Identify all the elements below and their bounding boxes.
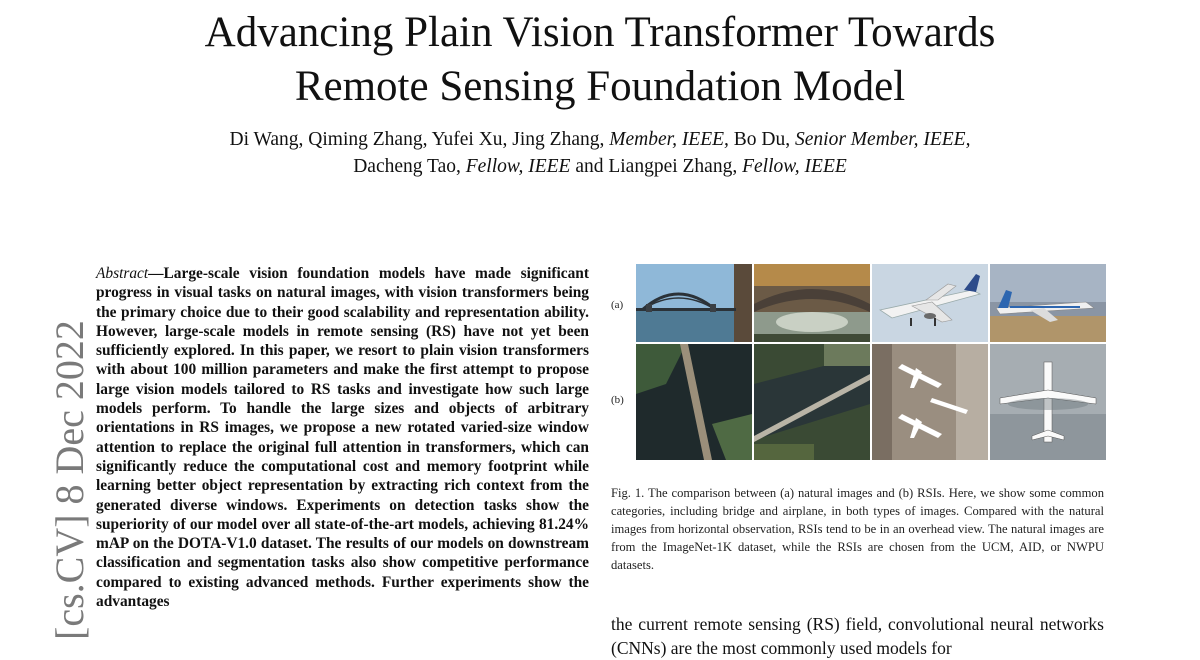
- author-line-1: [0, 126, 1200, 153]
- author-role: Fellow, IEEE: [465, 156, 571, 177]
- figure-caption: Fig. 1. The comparison between (a) natural images and (b) RSIs. Here, we show some common categories, including bridge and airplane, in both types of images. Compared with the natural images from horizontal observation, RSIs tend to be in an overhead view. The natural images are from the ImageNet-1K dataset, while the RSIs are chosen from the UCM, AID, or NWPU datasets.: [611, 486, 1104, 572]
- paper-title: [0, 6, 1200, 114]
- row-label-rsi: (b): [611, 394, 624, 406]
- rsi-bridge-image-2: [754, 344, 870, 460]
- author-names: Dacheng Tao,: [353, 156, 461, 177]
- author-line-2: [0, 153, 1200, 180]
- author-names: and Liangpei Zhang,: [575, 156, 738, 177]
- rsi-airplane-image-2: [990, 344, 1106, 460]
- author-role: Senior Member, IEEE,: [795, 129, 971, 150]
- abstract-paragraph: [96, 264, 589, 611]
- natural-bridge-image-1: [636, 264, 752, 342]
- abstract-keyword: Abstract: [96, 265, 149, 282]
- natural-bridge-image-2: [754, 264, 870, 342]
- author-role: Fellow, IEEE: [742, 156, 847, 177]
- row-label-natural: (a): [611, 299, 624, 311]
- figure-1: [610, 262, 1105, 462]
- rsi-bridge-image-1: [636, 344, 752, 460]
- natural-airplane-image-1: [872, 264, 988, 342]
- author-names: Di Wang, Qiming Zhang, Yufei Xu, Jing Zhang,: [229, 129, 605, 150]
- author-role: Member, IEEE,: [609, 129, 729, 150]
- body-paragraph: the current remote sensing (RS) field, convolutional neural networks (CNNs) are the most commonly used models for: [611, 614, 1104, 658]
- abstract-text: —Large-scale vision foundation models have made significant progress in visual tasks on natural images, with vision transformers being the primary choice due to their good scalability and representation ability. However, large-scale models in remote sensing (RS) have not yet been sufficiently explored. In this paper, we resort to plain vision transformers with about 100 million parameters and make the first attempt to propose large vision models tailored to RS tasks and investigate how such large models perform. To handle the large sizes and objects of arbitrary orientations in RS images, we propose a new rotated varied-size window attention to replace the original full attention in transformers, which can significantly reduce the computational cost and memory footprint while learning better object representation by extracting rich context from the generated diverse windows. Experiments on detection tasks show the superiority of our model over all state-of-the-art models, achieving 81.24% mAP on the DOTA-V1.0 dataset. The results of our models on downstream classification and segmentation tasks also show competitive performance compared to existing advanced methods. Further experiments show the advantages: [96, 265, 589, 611]
- paper-title-line-1: Advancing Plain Vision Transformer Towards: [204, 9, 996, 56]
- arxiv-stamp: [cs.CV] 8 Dec 2022: [47, 320, 92, 640]
- author-names: Bo Du,: [733, 129, 791, 150]
- natural-airplane-image-2: [990, 264, 1106, 342]
- paper-title-line-2: Remote Sensing Foundation Model: [294, 63, 906, 110]
- rsi-airplane-image-1: [872, 344, 988, 460]
- author-list: [0, 126, 1200, 180]
